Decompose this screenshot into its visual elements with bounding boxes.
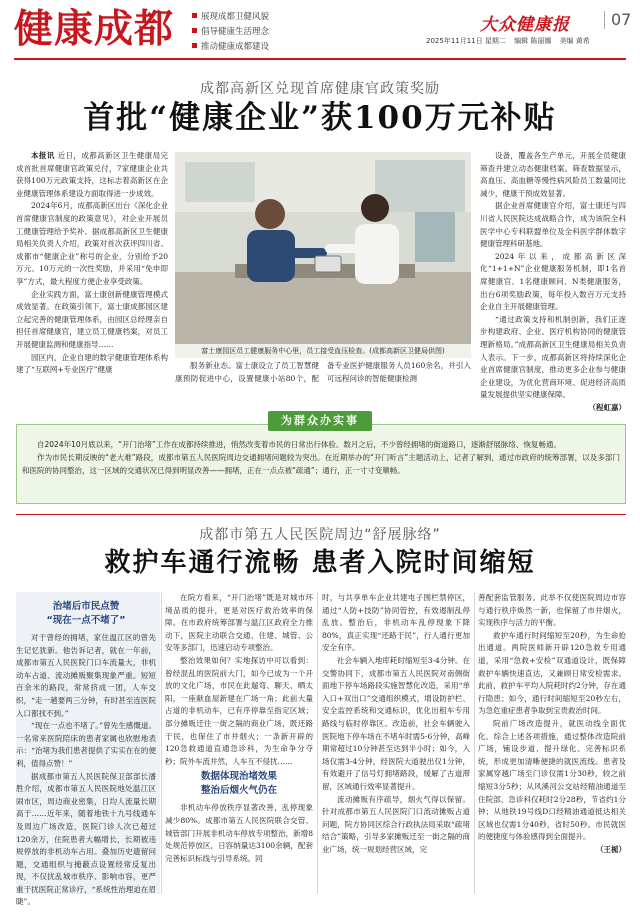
- section-title: 健康成都: [14, 7, 175, 52]
- column-divider: [317, 592, 318, 894]
- article2-paragraph: “现在一点也不堵了。”曾先生感慨道。一名常来医院陪床的患者家属也欣慰地表示：“治堵为我们患者提供了实实在在的便利，值得点赞！”: [16, 721, 156, 768]
- issue-info: [426, 36, 596, 46]
- paper-logo: 大众健康报: [480, 15, 570, 35]
- article1-headline: 首批“健康企业”获100万元补贴: [83, 100, 557, 136]
- article2-paragraph: 院前广场改造提升，就医动线全面优化。综合上述各项措施，通过整体改造院前广场，铺设步道、提升绿化、完善标识系统，形成更加清晰便捷的就医流线。患者及家属穿越广场至门诊仅需1分30秒，较之前缩短3分5秒；从风溪河公交站经精油通道至住院部、急诊科仅耗时2分28秒，节省约1分钟；从地铁19号线D口经精油通道抵达相关区域也仅需1分40秒，省时50秒。市民就医的便捷度与体验感得到全面提升。: [478, 718, 626, 842]
- article2-column-3: [322, 592, 470, 894]
- article2-paragraph: 社会车辆入地库耗时缩短至3-4分钟。在交警协同下，成都市第五人民医院对南侧街面地下停车场路段实施智慧化改造，采用“单入口+双出口”交通组织模式，增设防护栏、安全监控系统和交通标识，优化出租车专用路线与临时停靠区。改造前，社会车辆驶入医院地下停车场在不堵车时需5-6分钟，高峰期常超过10分钟甚至达到半小时；如今，入场仅需3-4分钟，经医院大道驶出仅1分钟，有效避开了信号灯拥堵路段，缓解了古道滞留，区域通行效率显著提升。: [322, 655, 470, 791]
- article2-paragraph: 善配套监管服务。此举不仅使医院周边市容与通行秩序焕然一新，也保留了市井烟火，实现秩序与活力的平衡。: [478, 593, 626, 628]
- public-service-tag: 为群众办实事: [268, 411, 372, 431]
- article1-paragraph: 企业实践方面，富士康创新健康管理模式成效显著。在政策引领下，富士康成都园区建立起完善的健康管理体系，由园区总经理亲自担任首席健康官，建立员工健康档案，对员工开展健康监测和健康指导……: [16, 289, 168, 349]
- slogan-item: 倡导健康生活理念: [192, 25, 269, 40]
- slogan-list: [192, 10, 269, 55]
- article1-paragraph: 据企业首席健康官介绍，富士康还与四川省人民医院达成战略合作，成为该院全科医学中心专科联盟单位及全科医学群体数字健康管理科研基地。: [480, 201, 626, 249]
- public-service-paragraph: 自2024年10月底以来，“开门治堵”工作在成都持续推进，悄然改变着市民的日常出行体验。数月之后，不少曾经拥堵的街道路口，逐渐舒展脉络、恢复畅通。: [37, 440, 561, 449]
- article2-author: （王栀）: [596, 844, 626, 854]
- section-divider: [16, 514, 626, 515]
- public-service-text: [22, 438, 620, 477]
- article2-paragraph: 非机动车停放秩序显著改善，乱停现象减少80%。成都市第五人民医院联合交管、城管部门开展非机动车停放专项整治，新增8处规范停放区，日容纳量达3100余辆，配套完善标识标线与引导系统。同: [165, 803, 313, 863]
- issue-date: 2025年11月11日 星期二: [426, 37, 506, 45]
- article1-photo: [175, 152, 471, 344]
- article1-column-1: [16, 150, 168, 386]
- article1-lead-label: 本报讯: [31, 151, 55, 160]
- editor-credit: 编辑 陈丽娜: [514, 37, 552, 45]
- article2-box-heading: 数据体现治堵效果 整治后烟火气仍在: [200, 771, 277, 797]
- article2-paragraph: 对于曾经的拥堵，家住温江区的曾先生记忆犹新。他告诉记者，就在一年前，成都市第五人民医院门口车流量大，非机动车占道、流动摊贩聚集现象严重。短短百余米的路段，常常挤成一团，人车交织，“走一趟要两三分钟，有时甚至连医院入口都找不到。”: [16, 633, 156, 718]
- article1-under-photo-text: [175, 360, 471, 394]
- article2-box-heading: 治堵后市民点赞 “现在一点不堵了”: [46, 601, 126, 626]
- article2-headline: 救护车通行流畅 患者入院时间缩短: [104, 548, 536, 578]
- masthead-rule: [14, 58, 626, 60]
- medical-checkup-illustration: [175, 152, 471, 344]
- article2-subtitle: 成都市第五人民医院周边“舒展脉络”: [199, 527, 441, 543]
- article2-paragraph: 流动摊贩有序疏导，烟火气得以保留。针对成都市第五人民医院门口流动摊贩占道问题，院方协同区综合行政执法局采取“疏堵结合”策略，引导多家摊贩迁至一街之隔的商业广场，统一规划经营区域，完: [322, 794, 470, 854]
- column-divider: [474, 592, 475, 894]
- article2-paragraph: 在院方看来，“开门治堵”既是对城市环境品质的提升，更是对医疗救治效率的保障。在市政府统筹部署与温江区政府全力推动下，医院主动联合交通、住建、城管、公安等多部门，迅速启动专项整治。: [165, 593, 313, 653]
- article1-author: （程虹嘉）: [588, 402, 626, 412]
- slogan-item: 展现成都卫健风貌: [192, 10, 269, 25]
- article2-paragraph: 救护车通行时间缩短至20秒，为生命抢出通道。两院医师新开辟120急救专用通道，采用“急救+安检”双通道设计，既保障救护车辆快速直达，又兼顾日常安检需求。此前，救护车平均入院耗时约2分钟，存在通行隐患；如今，通行时间缩短至20秒左右，为急危重症患者争取到宝贵救治时间。: [478, 630, 626, 716]
- article1-photo-caption: 富士康园区员工健康服务中心里，员工接受血压检查。(成都高新区卫健局供图): [175, 344, 471, 358]
- article1-paragraph: 2024年以来，成都高新区深化“1+1+N”企业健康服务机制，即1名首席健康官、1名健康顾问、N类健康服务，出台6项奖励政策，每年投入数百万元支持企业自主开展健康管理。: [480, 251, 626, 312]
- article2-column-4: [478, 592, 626, 894]
- article1-paragraph: 设备，覆盖各生产单元，开展全员健康筛查并建立动态健康档案。筛查数据显示，高血压、高血糖等慢性病风险员工数量同比减少，健康干预成效显著。: [480, 151, 626, 198]
- designer-credit: 美编 黄希: [559, 37, 590, 45]
- article2-paragraph: 整治效果如何？实地探访中可以看到：曾经混乱的医院前大门，如今已成为一个开放的文化广场，市民在此遛弯、聊天、晒太阳，一座献血屋新建在广场一角；此前大量占道的非机动车，已有序停靠至指定区域；部分摊贩迁往一街之隔的商业广场，既还路于民，也保住了市井烟火；一条新开辟的120急救通道直通急诊科，为生命争分夺秒；院外车流井然，人车互不侵扰……: [165, 655, 313, 766]
- article1-paragraph: 园区内，企业自建的数字健康管理体系构建了“互联网+专业医疗”健康: [16, 352, 168, 375]
- article1-paragraph: 2024年6月，成都高新区出台《深化企业首席健康官制度的政策意见》，对企业开展员工健康管理给予奖补。据成都高新区卫生健康局相关负责人介绍，政策对首次获评四川省、成都市“健康企业”称号的企业，分别给予20万元、10万元的一次性奖励，并采用“免申即享”方式，最大程度方便企业享受政策。: [16, 201, 168, 286]
- article2-column-1: [16, 598, 156, 907]
- slogan-item: 推动健康成都建设: [192, 40, 269, 55]
- public-service-paragraph: 作为市民长期反映的“老大难”路段，成都市第五人民医院周边交通拥堵问题较为突出。在近期举办的“开门听言”主题活动上，记者了解到，通过市政府的统筹部署，以及多部门和医院的协同整治，这一区域的交通状况已得到明显改善——拥堵，正在一点点被“疏通”；通行，正一寸寸变顺畅。: [22, 453, 620, 475]
- article1-subtitle: 成都高新区兑现首席健康官政策奖励: [200, 81, 440, 97]
- article1-column-2: [480, 150, 626, 412]
- article2-paragraph: 时，与共享单车企业共建电子围栏禁停区，通过“人防+技防”协同管控，有效遏制乱停乱放。整治后，非机动车乱停现象下降80%，真正实现“还路于民”，行人通行更加安全有序。: [322, 593, 470, 653]
- page-number: 07: [604, 11, 631, 29]
- article1-paragraph: 服务新业态。富士康设立了员工智慧健康预防促进中心，设置健康小站80个，配备专业医护健康服务人员160余名，并引入可远程问诊的智能健康检测: [175, 361, 471, 383]
- article1-paragraph: “通过政策支持和机制创新，我们正逐步构建政府、企业、医疗机构协同的健康管理新格局。”成都高新区卫生健康局相关负责人表示。下一步，成都高新区将持续深化企业首席健康官制度，推动更多企业参与健康企业建设，为优化营商环境、促进经济高质量发展提供坚实健康保障。: [480, 314, 626, 400]
- article2-paragraph: 据成都市第五人民医院保卫部部长潘胜介绍，成都市第五人民医院地处温江区闹市区，周边商业密集，日均人流量长期高于……近年来，随着地铁十九号线通车及周边广场改造，医院门诊人次已超过120余万，住院患者大幅增长，长期被违规停放的非机动车占用。叠加历史遗留问题，交通组织与掩蔽点设置经常反复出现，不仅扰乱城市秩序、影响市容，更严重干扰医院正常诊疗，“系统性治理迫在眉睫”。: [16, 771, 156, 907]
- masthead: [0, 0, 640, 62]
- column-divider: [161, 592, 162, 894]
- article2-column-2: [165, 592, 313, 894]
- article1-paragraph: 近日，成都高新区卫生健康局完成首批首席健康官政策兑付，7家健康企业共获得100万元政策支持，这标志着高新区在企业健康管理体系建设方面取得进一步成效。: [16, 151, 169, 198]
